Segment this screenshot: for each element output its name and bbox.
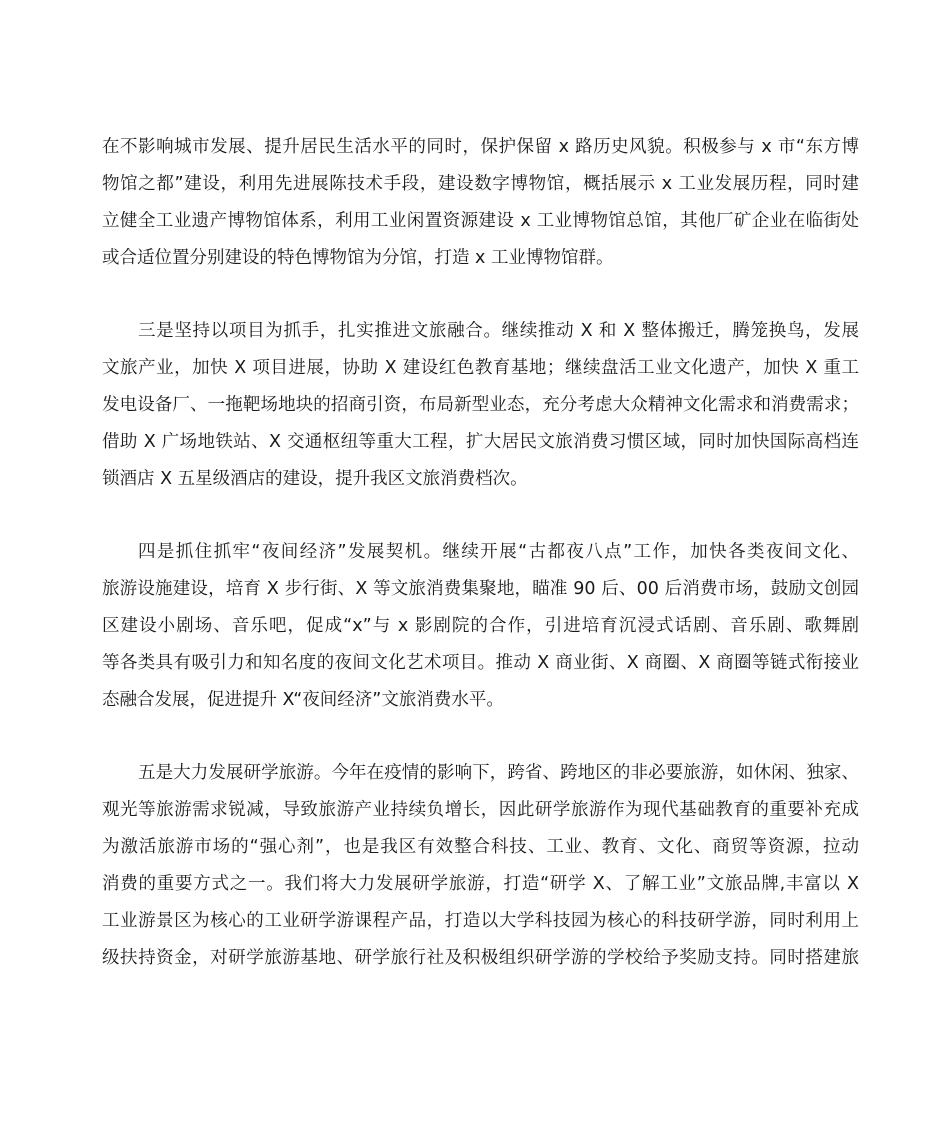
text-line: 立健全工业遗产博物馆体系，利用工业闲置资源建设 x 工业博物馆总馆，其他厂矿企业在临街处: [102, 211, 859, 231]
text-line: 等各类具有吸引力和知名度的夜间文化艺术项目。推动 X 商业街、X 商圈、X 商圈等链式衔接业: [102, 653, 859, 673]
text-line: 工业游景区为核心的工业研学游课程产品，打造以大学科技园为核心的科技研学游，同时利用上: [102, 911, 859, 931]
text-line: 物馆之都”建设，利用先进展陈技术手段，建设数字博物馆，概括展示 x 工业发展历程，同时建: [102, 174, 859, 194]
text-line: 文旅产业，加快 X 项目进展，协助 X 建设红色教育基地；继续盘活工业文化遗产，加快 X 重工: [102, 358, 859, 378]
text-line: 四是抓住抓牢“夜间经济”发展契机。继续开展“古都夜八点”工作，加快各类夜间文化、: [138, 542, 859, 562]
paragraph-4: [102, 755, 859, 977]
paragraph-3: [102, 534, 859, 719]
text-line: 为激活旅游市场的“强心剂”，也是我区有效整合科技、工业、教育、文化、商贸等资源，拉动: [102, 837, 859, 857]
paragraph-2: [102, 313, 859, 498]
text-line: 五是大力发展研学旅游。今年在疫情的影响下，跨省、跨地区的非必要旅游，如休闲、独家、: [138, 763, 859, 783]
text-line: 三是坚持以项目为抓手，扎实推进文旅融合。继续推动 X 和 X 整体搬迁，腾笼换鸟，发展: [138, 321, 859, 341]
paragraph-1: [102, 129, 859, 277]
document-body: [102, 129, 859, 1013]
text-line: 区建设小剧场、音乐吧，促成“x”与 x 影剧院的合作，引进培育沉浸式话剧、音乐剧、歌舞剧: [102, 616, 859, 636]
text-line: 旅游设施建设，培育 X 步行街、X 等文旅消费集聚地，瞄准 90 后、00 后消费市场，鼓励文创园: [102, 579, 859, 599]
text-line: 级扶持资金，对研学旅游基地、研学旅行社及积极组织研学游的学校给予奖励支持。同时搭建旅: [102, 948, 859, 968]
text-line: 消费的重要方式之一。我们将大力发展研学旅游，打造“研学 X、了解工业”文旅品牌,丰富以 X: [102, 874, 859, 894]
text-line: 锁酒店 X 五星级酒店的建设，提升我区文旅消费档次。: [102, 469, 528, 489]
text-line: 借助 X 广场地铁站、X 交通枢纽等重大工程，扩大居民文旅消费习惯区域，同时加快国际高档连: [102, 432, 859, 452]
text-line: 态融合发展，促进提升 X“夜间经济”文旅消费水平。: [102, 690, 504, 710]
text-line: 发电设备厂、一拖靶场地块的招商引资，布局新型业态，充分考虑大众精神文化需求和消费需求；: [102, 395, 859, 415]
text-line: 在不影响城市发展、提升居民生活水平的同时，保护保留 x 路历史风貌。积极参与 x 市“东方博: [102, 137, 859, 157]
text-line: 或合适位置分别建设的特色博物馆为分馆，打造 x 工业博物馆群。: [102, 248, 614, 268]
text-line: 观光等旅游需求锐减，导致旅游产业持续负增长，因此研学旅游作为现代基础教育的重要补充成: [102, 800, 859, 820]
